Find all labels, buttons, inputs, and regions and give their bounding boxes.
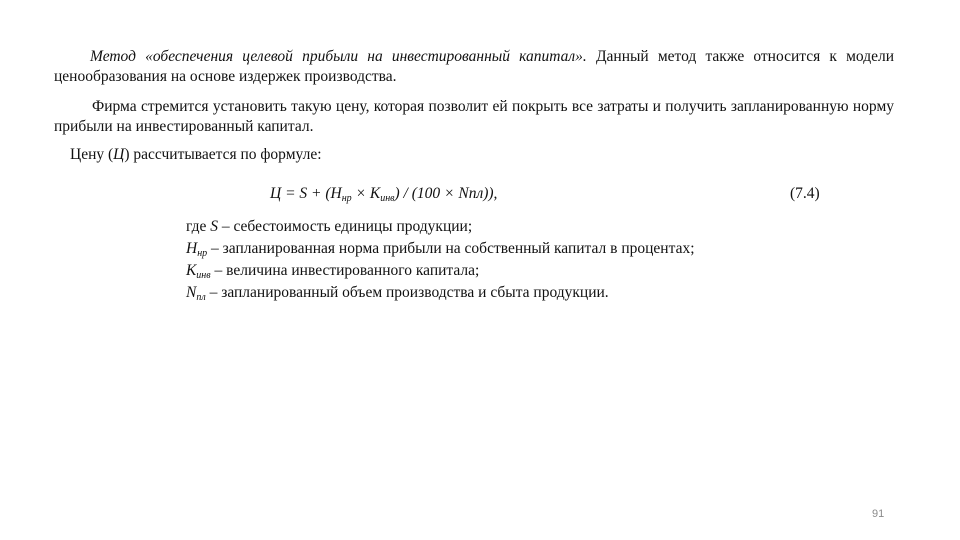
formula-sub-nr: нр <box>341 193 352 204</box>
paragraph-formula-intro <box>70 145 770 165</box>
method-description-text: Данный метод также относится к модели ценообразования на основе издержек производства. <box>54 48 895 85</box>
definition-symbol: Н <box>186 240 198 257</box>
definition-prefix: где <box>186 218 211 235</box>
definitions-list <box>186 216 826 304</box>
definition-subscript: инв <box>196 270 211 281</box>
definition-text: – величина инвестированного капитала; <box>210 262 480 279</box>
page-number: 91 <box>872 508 885 520</box>
definition-text: – себестоимость единицы продукции; <box>217 218 473 235</box>
definition-symbol: N <box>186 284 197 301</box>
definition-subscript: нр <box>197 248 208 259</box>
formula-rhs: ) / (100 × Nпл)), <box>394 185 498 202</box>
definition-item <box>186 260 826 282</box>
price-symbol: Ц <box>113 146 125 163</box>
definition-symbol: К <box>186 262 197 279</box>
definition-symbol: S <box>210 218 218 235</box>
paragraph-method-description <box>54 47 894 87</box>
paragraph-firm-goal: Фирма стремится установить такую цену, которая позволит ей покрыть все затраты и получить запланированную норму прибыли на инвестированный капитал. <box>54 98 894 135</box>
formula-lhs: Ц = S + (Н <box>270 185 342 202</box>
method-title: Метод «обеспечения целевой прибыли на инвестированный капитал». <box>90 48 587 65</box>
formula-sub-inv: инв <box>380 193 395 204</box>
price-formula <box>270 184 497 204</box>
formula-intro-after: ) рассчитывается по формуле: <box>124 146 322 163</box>
definition-item <box>186 216 826 238</box>
definition-subscript: пл <box>196 292 206 303</box>
equation-number: (7.4) <box>790 185 820 202</box>
formula-mid: × К <box>351 185 381 202</box>
definition-item <box>186 282 826 304</box>
definition-item <box>186 238 826 260</box>
definition-text: – запланированный объем производства и сбыта продукции. <box>205 284 609 301</box>
formula-intro-before: Цену ( <box>70 146 114 163</box>
definition-text: – запланированная норма прибыли на собственный капитал в процентах; <box>207 240 695 257</box>
